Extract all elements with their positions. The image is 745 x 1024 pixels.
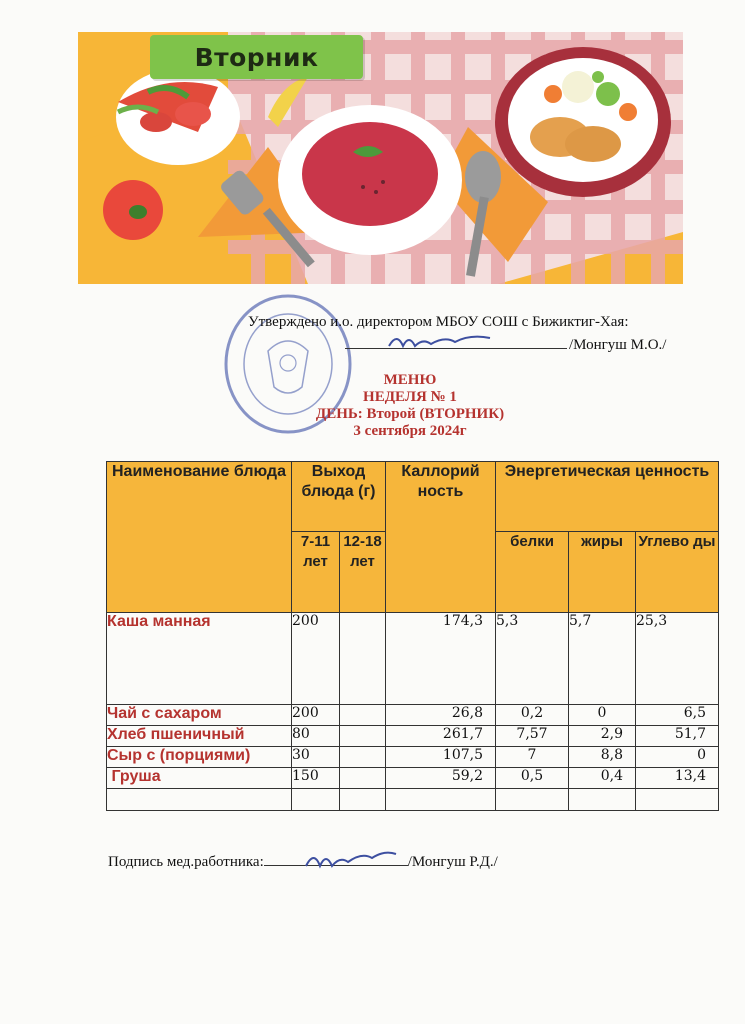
- header-proteins: белки: [496, 532, 569, 613]
- director-name: /Монгуш М.О./: [569, 337, 667, 353]
- carbs: 0: [636, 747, 719, 768]
- fats: 0,4: [569, 768, 636, 789]
- calories: 26,8: [386, 705, 496, 726]
- menu-title: МЕНЮ: [383, 372, 437, 388]
- menu-date: 3 сентября 2024г: [353, 423, 467, 439]
- header-dish: Наименование блюда: [107, 462, 292, 613]
- output-12-18: [340, 747, 386, 768]
- header-calories: Каллорий ность: [386, 462, 496, 613]
- output-12-18: [340, 613, 386, 705]
- carbs: 13,4: [636, 768, 719, 789]
- output-7-11: 200: [292, 613, 340, 705]
- proteins: 7,57: [496, 726, 569, 747]
- header-energy-value: Энергетическая ценность: [496, 462, 719, 532]
- fats: 0: [569, 705, 636, 726]
- menu-title-block: [260, 372, 560, 440]
- output-12-18: [340, 726, 386, 747]
- header-fats: жиры: [569, 532, 636, 613]
- calories: 174,3: [386, 613, 496, 705]
- approval-text: Утверждено и.о. директором МБОУ СОШ с Бижиктиг-Хая:: [248, 314, 629, 330]
- director-signature: [385, 328, 495, 356]
- proteins: 7: [496, 747, 569, 768]
- footer-label: Подпись мед.работника:: [108, 854, 264, 870]
- carbs: 51,7: [636, 726, 719, 747]
- header-age-7-11: 7-11 лет: [292, 532, 340, 613]
- proteins: 0,2: [496, 705, 569, 726]
- table-row: [107, 768, 719, 789]
- medical-signature: [300, 842, 400, 876]
- output-7-11: 80: [292, 726, 340, 747]
- output-7-11: 30: [292, 747, 340, 768]
- output-7-11: 200: [292, 705, 340, 726]
- header-carbs: Углево ды: [636, 532, 719, 613]
- proteins: 0,5: [496, 768, 569, 789]
- table-row: [107, 613, 719, 705]
- dish-name: Сыр с (порциями): [107, 747, 292, 768]
- proteins: 5,3: [496, 613, 569, 705]
- header-output: Выход блюда (г): [292, 462, 386, 532]
- menu-table: [106, 461, 719, 811]
- fats: 8,8: [569, 747, 636, 768]
- output-7-11: 150: [292, 768, 340, 789]
- table-row: [107, 726, 719, 747]
- day-title: ДЕНЬ: Второй (ВТОРНИК): [315, 406, 505, 422]
- table-row: [107, 747, 719, 768]
- week-number: НЕДЕЛЯ № 1: [363, 389, 457, 405]
- fats: 2,9: [569, 726, 636, 747]
- carbs: 25,3: [636, 613, 719, 705]
- day-label-tag: Вторник: [150, 35, 363, 79]
- dish-name: Каша манная: [107, 613, 292, 705]
- medical-worker-name: /Монгуш Р.Д./: [407, 854, 498, 870]
- calories: 261,7: [386, 726, 496, 747]
- header-age-12-18: 12-18 лет: [340, 532, 386, 613]
- calories: 59,2: [386, 768, 496, 789]
- carbs: 6,5: [636, 705, 719, 726]
- dish-name: Груша: [107, 768, 292, 789]
- output-12-18: [340, 768, 386, 789]
- table-row-empty: [107, 789, 719, 811]
- output-12-18: [340, 705, 386, 726]
- dish-name: Хлеб пшеничный: [107, 726, 292, 747]
- calories: 107,5: [386, 747, 496, 768]
- table-row: [107, 705, 719, 726]
- dish-name: Чай с сахаром: [107, 705, 292, 726]
- fats: 5,7: [569, 613, 636, 705]
